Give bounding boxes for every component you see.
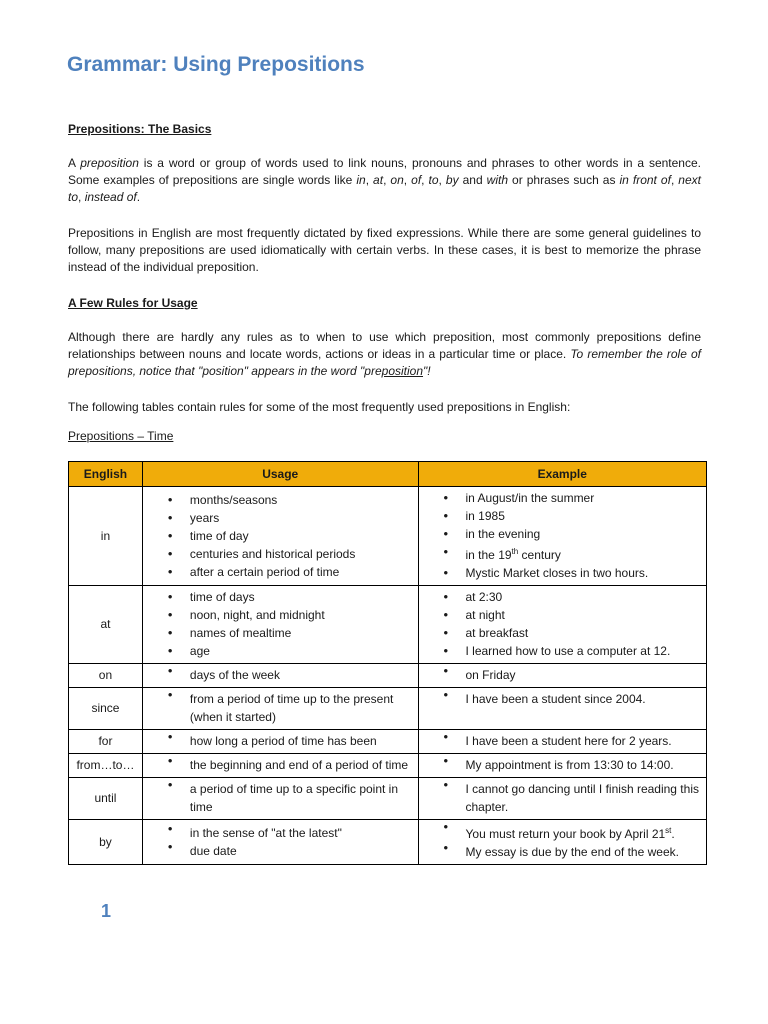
list-item: • years: [143, 509, 418, 527]
basics-paragraph: A preposition is a word or group of words used to link nouns, pronouns and phrases to other words in a sentence. Some examples of prepositions are single words like in, at, on, of, to, by and with or phrases such as in front of, next to, instead of.: [68, 156, 701, 204]
list-item: • I cannot go dancing until I finish reading this chapter.: [419, 780, 707, 816]
list-item: • due date: [143, 842, 418, 860]
list-item: • names of mealtime: [143, 624, 418, 642]
list-item: • My essay is due by the end of the week.: [419, 843, 707, 861]
list-item: • age: [143, 642, 418, 660]
list-item: • time of days: [143, 588, 418, 606]
list-item: • time of day: [143, 527, 418, 545]
table-row: [69, 586, 707, 664]
list-item: • from a period of time up to the present (when it started): [143, 690, 418, 726]
rules-heading: A Few Rules for Usage: [68, 296, 198, 310]
list-item: • a period of time up to a specific point in time: [143, 780, 418, 816]
table-row: [69, 664, 707, 688]
list-item: • how long a period of time has been: [143, 732, 418, 750]
list-item: • in 1985: [419, 507, 707, 525]
list-item: • at night: [419, 606, 707, 624]
page-title: Grammar: Using Prepositions: [67, 53, 365, 76]
list-item: • You must return your book by April 21st.: [419, 822, 707, 843]
list-item: • I learned how to use a computer at 12.: [419, 642, 707, 660]
row-usage: [142, 688, 418, 730]
row-example: [418, 487, 707, 586]
list-item: • centuries and historical periods: [143, 545, 418, 563]
list-item: • the beginning and end of a period of time: [143, 756, 418, 774]
row-english: since: [69, 688, 143, 730]
row-usage: [142, 730, 418, 754]
list-item: • in the evening: [419, 525, 707, 543]
row-usage: [142, 778, 418, 820]
row-example: [418, 730, 707, 754]
prepositions-time-table: [68, 461, 707, 865]
list-item: • after a certain period of time: [143, 563, 418, 581]
table-row: [69, 778, 707, 820]
list-item: • I have been a student since 2004.: [419, 690, 707, 708]
list-item: • I have been a student here for 2 years.: [419, 732, 707, 750]
row-english: from…to…: [69, 754, 143, 778]
list-item: • months/seasons: [143, 491, 418, 509]
row-example: [418, 586, 707, 664]
list-item: • at breakfast: [419, 624, 707, 642]
list-item: • in the sense of "at the latest": [143, 824, 418, 842]
row-example: [418, 820, 707, 865]
list-item: • days of the week: [143, 666, 418, 684]
table-row: [69, 820, 707, 865]
list-item: • on Friday: [419, 666, 707, 684]
row-english: on: [69, 664, 143, 688]
row-usage: [142, 487, 418, 586]
row-usage: [142, 820, 418, 865]
page-number: 1: [101, 901, 112, 921]
list-item: • at 2:30: [419, 588, 707, 606]
list-item: • in the 19th century: [419, 543, 707, 564]
row-english: for: [69, 730, 143, 754]
row-usage: [142, 754, 418, 778]
fixed-expressions-paragraph: Prepositions in English are most frequently dictated by fixed expressions. While there are some general guidelines to follow, many prepositions are used idiomatically with certain verbs. In these cases, it is best to memorize the phrase instead of the individual preposition.: [68, 226, 701, 274]
list-item: • in August/in the summer: [419, 489, 707, 507]
list-item: • Mystic Market closes in two hours.: [419, 564, 707, 582]
table-row: [69, 487, 707, 586]
header-usage: Usage: [142, 462, 418, 487]
list-item: • noon, night, and midnight: [143, 606, 418, 624]
table-row: [69, 730, 707, 754]
table-row: [69, 754, 707, 778]
rules-paragraph: Although there are hardly any rules as to when to use which preposition, most commonly prepositions define relationships between nouns and locate words, actions or ideas in a particular time or place. To remember the role of prepositions, notice that "position" appears in the word "preposition"!: [68, 330, 701, 378]
tables-intro-paragraph: The following tables contain rules for some of the most frequently used prepositions in English:: [68, 400, 571, 414]
row-example: [418, 778, 707, 820]
row-english: by: [69, 820, 143, 865]
header-english: English: [69, 462, 143, 487]
table-heading: Prepositions – Time: [68, 429, 174, 443]
row-example: [418, 754, 707, 778]
row-example: [418, 688, 707, 730]
row-english: in: [69, 487, 143, 586]
basics-heading: Prepositions: The Basics: [68, 122, 212, 136]
row-english: at: [69, 586, 143, 664]
row-usage: [142, 664, 418, 688]
row-english: until: [69, 778, 143, 820]
row-example: [418, 664, 707, 688]
list-item: • My appointment is from 13:30 to 14:00.: [419, 756, 707, 774]
table-header-row: [69, 462, 707, 487]
table-row: [69, 688, 707, 730]
header-example: Example: [418, 462, 707, 487]
row-usage: [142, 586, 418, 664]
